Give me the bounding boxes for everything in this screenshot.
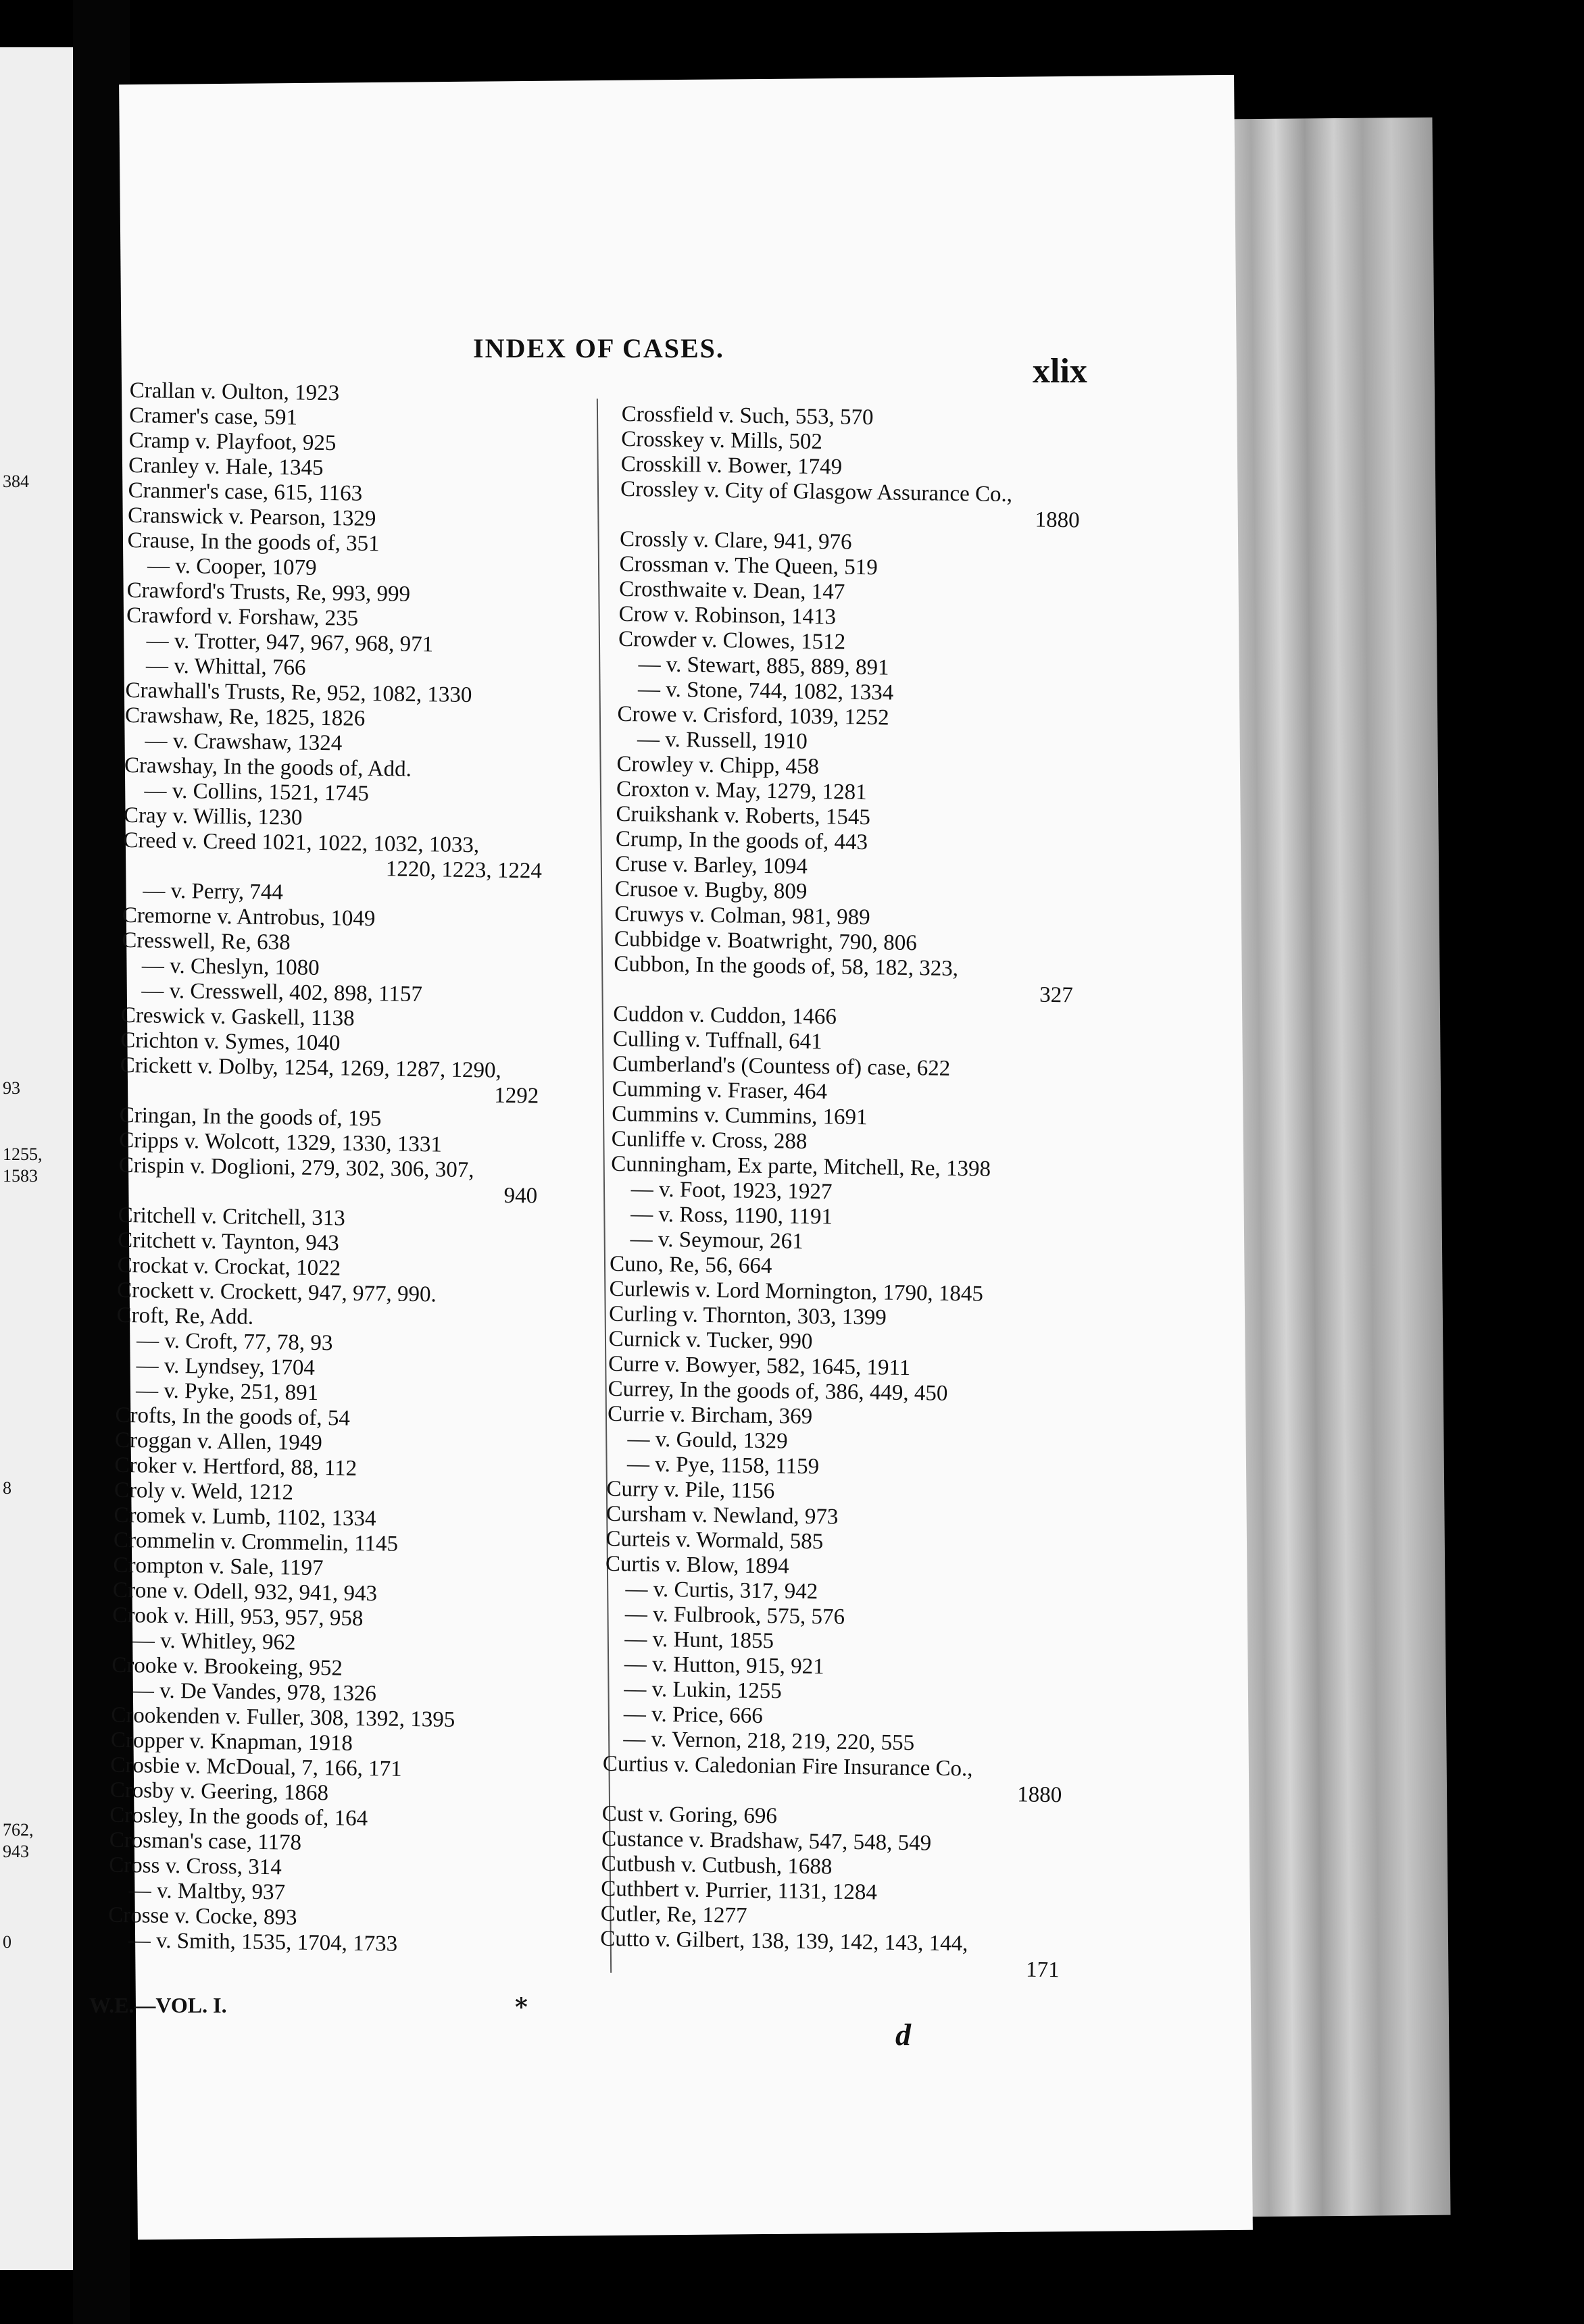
signature-mark: W.E.—VOL. I. — [89, 1993, 227, 2017]
index-entry: Curtius v. Caledonian Fire Insurance Co., — [602, 1751, 973, 1782]
index-entry: Crosthwaite v. Dean, 147 — [618, 576, 845, 605]
index-entry: Crawhall's Trusts, Re, 952, 1082, 1330 — [125, 678, 472, 708]
index-entry: Curry v. Pile, 1156 — [606, 1476, 775, 1504]
index-entry: Cropper v. Knapman, 1918 — [110, 1727, 353, 1756]
index-entry: Crawshaw, Re, 1825, 1826 — [124, 703, 366, 731]
index-entry: Crossfield v. Such, 553, 570 — [621, 402, 874, 430]
index-entry: — v. Price, 666 — [623, 1702, 764, 1729]
index-entry: Currey, In the goods of, 386, 449, 450 — [608, 1376, 948, 1406]
page-title: INDEX OF CASES. — [473, 333, 724, 363]
index-entry: Creed v. Creed 1021, 1022, 1032, 1033, — [123, 828, 480, 858]
index-entry: Crowe v. Crisford, 1039, 1252 — [617, 701, 889, 730]
index-entry: Cranley v. Hale, 1345 — [128, 453, 324, 481]
index-entry: Cromek v. Lumb, 1102, 1334 — [114, 1502, 376, 1532]
index-entry: Curre v. Bowyer, 582, 1645, 1911 — [608, 1351, 911, 1381]
index-entry: Cummins v. Cummins, 1691 — [612, 1101, 868, 1130]
index-entry: Crowder v. Clowes, 1512 — [618, 626, 846, 655]
index-entry: — v. Russell, 1910 — [637, 727, 808, 754]
facing-page-number: 0 — [3, 1932, 11, 1952]
index-entry: — v. Croft, 77, 78, 93 — [136, 1328, 333, 1356]
index-entry: Cutbush v. Cutbush, 1688 — [601, 1851, 833, 1879]
index-entry: Crichton v. Symes, 1040 — [120, 1028, 341, 1056]
facing-page-fragment — [0, 47, 75, 2270]
index-entry: — v. De Vandes, 978, 1326 — [131, 1678, 377, 1707]
index-entry: Cruwys v. Colman, 981, 989 — [614, 901, 870, 930]
index-entry: Cranswick v. Pearson, 1329 — [127, 503, 376, 532]
index-entry: Crockat v. Crockat, 1022 — [117, 1253, 341, 1281]
index-entry: Cramp v. Playfoot, 925 — [128, 428, 337, 456]
index-entry: Crossley v. City of Glasgow Assurance Co., — [620, 476, 1013, 507]
page-number: xlix — [1033, 352, 1087, 390]
index-entry: — v. Crawshaw, 1324 — [145, 728, 343, 756]
index-entry: Cumberland's (Countess of) case, 622 — [612, 1051, 951, 1081]
index-entry: Crosman's case, 1178 — [109, 1827, 302, 1855]
index-entry: Crommelin v. Crommelin, 1145 — [113, 1527, 399, 1557]
index-entry: Croxton v. May, 1279, 1281 — [616, 776, 867, 805]
index-entry: Crosley, In the goods of, 164 — [109, 1802, 368, 1832]
index-entry: Curnick v. Tucker, 990 — [608, 1326, 813, 1355]
index-entry: — v. Cresswell, 402, 898, 1157 — [141, 978, 423, 1007]
index-entry: — v. Hutton, 915, 921 — [624, 1652, 824, 1679]
index-entry: Crookenden v. Fuller, 308, 1392, 1395 — [111, 1702, 455, 1732]
index-entry: Crause, In the goods of, 351 — [127, 528, 380, 557]
index-entry: Cranmer's case, 615, 1163 — [128, 478, 363, 506]
index-entry: Cramer's case, 591 — [128, 403, 298, 430]
index-entry: Creswick v. Gaskell, 1138 — [120, 1003, 355, 1031]
index-entry: — v. Lukin, 1255 — [624, 1677, 783, 1704]
index-entry: — v. Hunt, 1855 — [624, 1627, 774, 1654]
index-entry: Cunningham, Ex parte, Mitchell, Re, 1398 — [610, 1151, 991, 1182]
index-entry: Cripps v. Wolcott, 1329, 1330, 1331 — [118, 1128, 443, 1157]
index-entry: Curtis v. Blow, 1894 — [605, 1551, 789, 1579]
index-entry: — v. Foot, 1923, 1927 — [630, 1177, 833, 1205]
index-entry: — v. Trotter, 947, 967, 968, 971 — [146, 628, 434, 657]
index-entry: 940 — [503, 1183, 538, 1209]
index-entry: Crooke v. Brookeing, 952 — [112, 1652, 343, 1681]
facing-page-number: 1255, — [3, 1144, 43, 1164]
index-entry: Crump, In the goods of, 443 — [615, 826, 868, 855]
index-entry: — v. Collins, 1521, 1745 — [144, 778, 370, 806]
index-entry: — v. Gould, 1329 — [627, 1427, 788, 1454]
index-entry: Cruse v. Barley, 1094 — [615, 851, 808, 879]
index-entry: Cuthbert v. Purrier, 1131, 1284 — [601, 1876, 878, 1905]
index-entry: — v. Stewart, 885, 889, 891 — [638, 652, 889, 680]
index-entry: Cunliffe v. Cross, 288 — [611, 1126, 808, 1154]
index-entry: 1880 — [1035, 507, 1080, 533]
index-entry: Crawshay, In the goods of, Add. — [124, 753, 412, 782]
index-entry: Cutler, Re, 1277 — [600, 1901, 747, 1928]
index-entry: Crawford's Trusts, Re, 993, 999 — [126, 578, 411, 607]
index-entry: 327 — [1039, 982, 1074, 1008]
index-column-right — [599, 402, 1081, 1983]
index-entry: Critchett v. Taynton, 943 — [117, 1228, 340, 1256]
index-entry: — v. Whittal, 766 — [145, 653, 306, 680]
index-entry: 171 — [1025, 1957, 1060, 1983]
facing-page-number: 943 — [3, 1842, 29, 1861]
index-entry: Crispin v. Doglioni, 279, 302, 306, 307, — [118, 1153, 474, 1183]
index-entry: Cuddon v. Cuddon, 1466 — [613, 1001, 837, 1030]
facing-page-number: 384 — [3, 472, 29, 491]
index-entry: — v. Pyke, 251, 891 — [135, 1378, 319, 1406]
index-entry: Crockett v. Crockett, 947, 977, 990. — [116, 1278, 437, 1307]
index-entry: Cutto v. Gilbert, 138, 139, 142, 143, 144, — [599, 1926, 968, 1956]
index-entry: — v. Pye, 1158, 1159 — [626, 1452, 820, 1480]
index-entry: — v. Lyndsey, 1704 — [136, 1353, 316, 1380]
index-entry: — v. Ross, 1190, 1191 — [630, 1202, 833, 1230]
index-entry: Crosskey v. Mills, 502 — [620, 426, 823, 455]
index-entry: Crosse v. Cocke, 893 — [107, 1902, 297, 1930]
index-entry: Croft, Re, Add. — [116, 1303, 254, 1330]
index-entry: 1292 — [493, 1083, 539, 1109]
index-entry: Currie v. Bircham, 369 — [607, 1401, 813, 1430]
index-entry: Cremorne v. Antrobus, 1049 — [122, 903, 376, 932]
index-entry: Crallan v. Oulton, 1923 — [129, 378, 340, 406]
index-entry: 1880 — [1017, 1782, 1062, 1808]
index-entry: Cray v. Willis, 1230 — [123, 803, 303, 830]
index-column-left — [107, 378, 562, 1959]
index-entry: — v. Curtis, 317, 942 — [625, 1577, 818, 1605]
index-entry: Culling v. Tuffnall, 641 — [612, 1026, 822, 1055]
index-entry: — v. Vernon, 218, 219, 220, 555 — [623, 1727, 915, 1756]
sheet-letter: d — [895, 2017, 911, 2052]
facing-page-number: 8 — [3, 1478, 11, 1498]
index-entry: Crosbie v. McDoual, 7, 166, 171 — [110, 1752, 402, 1782]
index-entry: — v. Cheslyn, 1080 — [141, 953, 320, 981]
facing-page-number: 93 — [3, 1078, 20, 1098]
index-entry: Croker v. Hertford, 88, 112 — [114, 1452, 357, 1481]
index-entry: — v. Whitley, 962 — [132, 1628, 296, 1655]
index-entry: Cust v. Goring, 696 — [601, 1801, 778, 1829]
index-entry: — v. Smith, 1535, 1704, 1733 — [128, 1928, 398, 1956]
index-entry: Crossly v. Clare, 941, 976 — [619, 526, 852, 555]
index-entry: Cubbon, In the goods of, 58, 182, 323, — [614, 951, 959, 982]
star-mark: * — [515, 1993, 528, 2021]
index-entry: — v. Cooper, 1079 — [147, 553, 317, 580]
index-entry: Cringan, In the goods of, 195 — [119, 1103, 382, 1132]
index-entry: Custance v. Bradshaw, 547, 548, 549 — [601, 1826, 932, 1856]
index-entry: Cruikshank v. Roberts, 1545 — [616, 801, 871, 830]
index-entry: Cumming v. Fraser, 464 — [612, 1076, 828, 1105]
index-entry: Crosby v. Geering, 1868 — [109, 1777, 329, 1806]
index-entry: — v. Stone, 744, 1082, 1334 — [637, 677, 894, 705]
index-entry: Curling v. Thornton, 303, 1399 — [608, 1301, 887, 1330]
index-entry: Curteis v. Wormald, 585 — [605, 1526, 824, 1555]
index-entry: Cuno, Re, 56, 664 — [609, 1251, 772, 1279]
index-entry: Crompton v. Sale, 1197 — [113, 1552, 324, 1581]
index-entry: Crickett v. Dolby, 1254, 1269, 1287, 1290, — [120, 1053, 502, 1083]
index-entry: Croly v. Weld, 1212 — [114, 1477, 294, 1505]
index-entry: Crosskill v. Bower, 1749 — [620, 451, 843, 480]
index-entry: Cresswell, Re, 638 — [122, 928, 291, 955]
index-entry: Cross v. Cross, 314 — [109, 1852, 282, 1880]
index-entry: Crowley v. Chipp, 458 — [616, 751, 820, 780]
index-entry: Critchell v. Critchell, 313 — [118, 1203, 345, 1231]
facing-page-number: 1583 — [3, 1166, 38, 1186]
index-entry: Croggan v. Allen, 1949 — [114, 1428, 323, 1456]
index-entry: Cursham v. Newland, 973 — [605, 1501, 839, 1530]
index-entry: — v. Fulbrook, 575, 576 — [624, 1602, 845, 1630]
page-edge-stack — [1226, 118, 1450, 2217]
index-entry: Crone v. Odell, 932, 941, 943 — [112, 1577, 378, 1607]
index-entry: — v. Seymour, 261 — [630, 1227, 803, 1254]
index-entry: Curlewis v. Lord Mornington, 1790, 1845 — [609, 1276, 984, 1307]
index-entry: Crofts, In the goods of, 54 — [115, 1403, 351, 1431]
index-entry: — v. Perry, 744 — [143, 878, 284, 905]
index-entry: Crossman v. The Queen, 519 — [619, 551, 878, 580]
index-entry: — v. Maltby, 937 — [128, 1878, 286, 1905]
index-entry: Crusoe v. Bugby, 809 — [614, 876, 808, 904]
index-entry: 1220, 1223, 1224 — [385, 857, 543, 884]
facing-page-number: 762, — [3, 1820, 34, 1840]
index-entry: Crawford v. Forshaw, 235 — [126, 603, 359, 631]
index-entry: Crook v. Hill, 953, 957, 958 — [112, 1602, 364, 1631]
index-entry: Cubbidge v. Boatwright, 790, 806 — [614, 926, 918, 956]
index-entry: Crow v. Robinson, 1413 — [618, 601, 837, 630]
